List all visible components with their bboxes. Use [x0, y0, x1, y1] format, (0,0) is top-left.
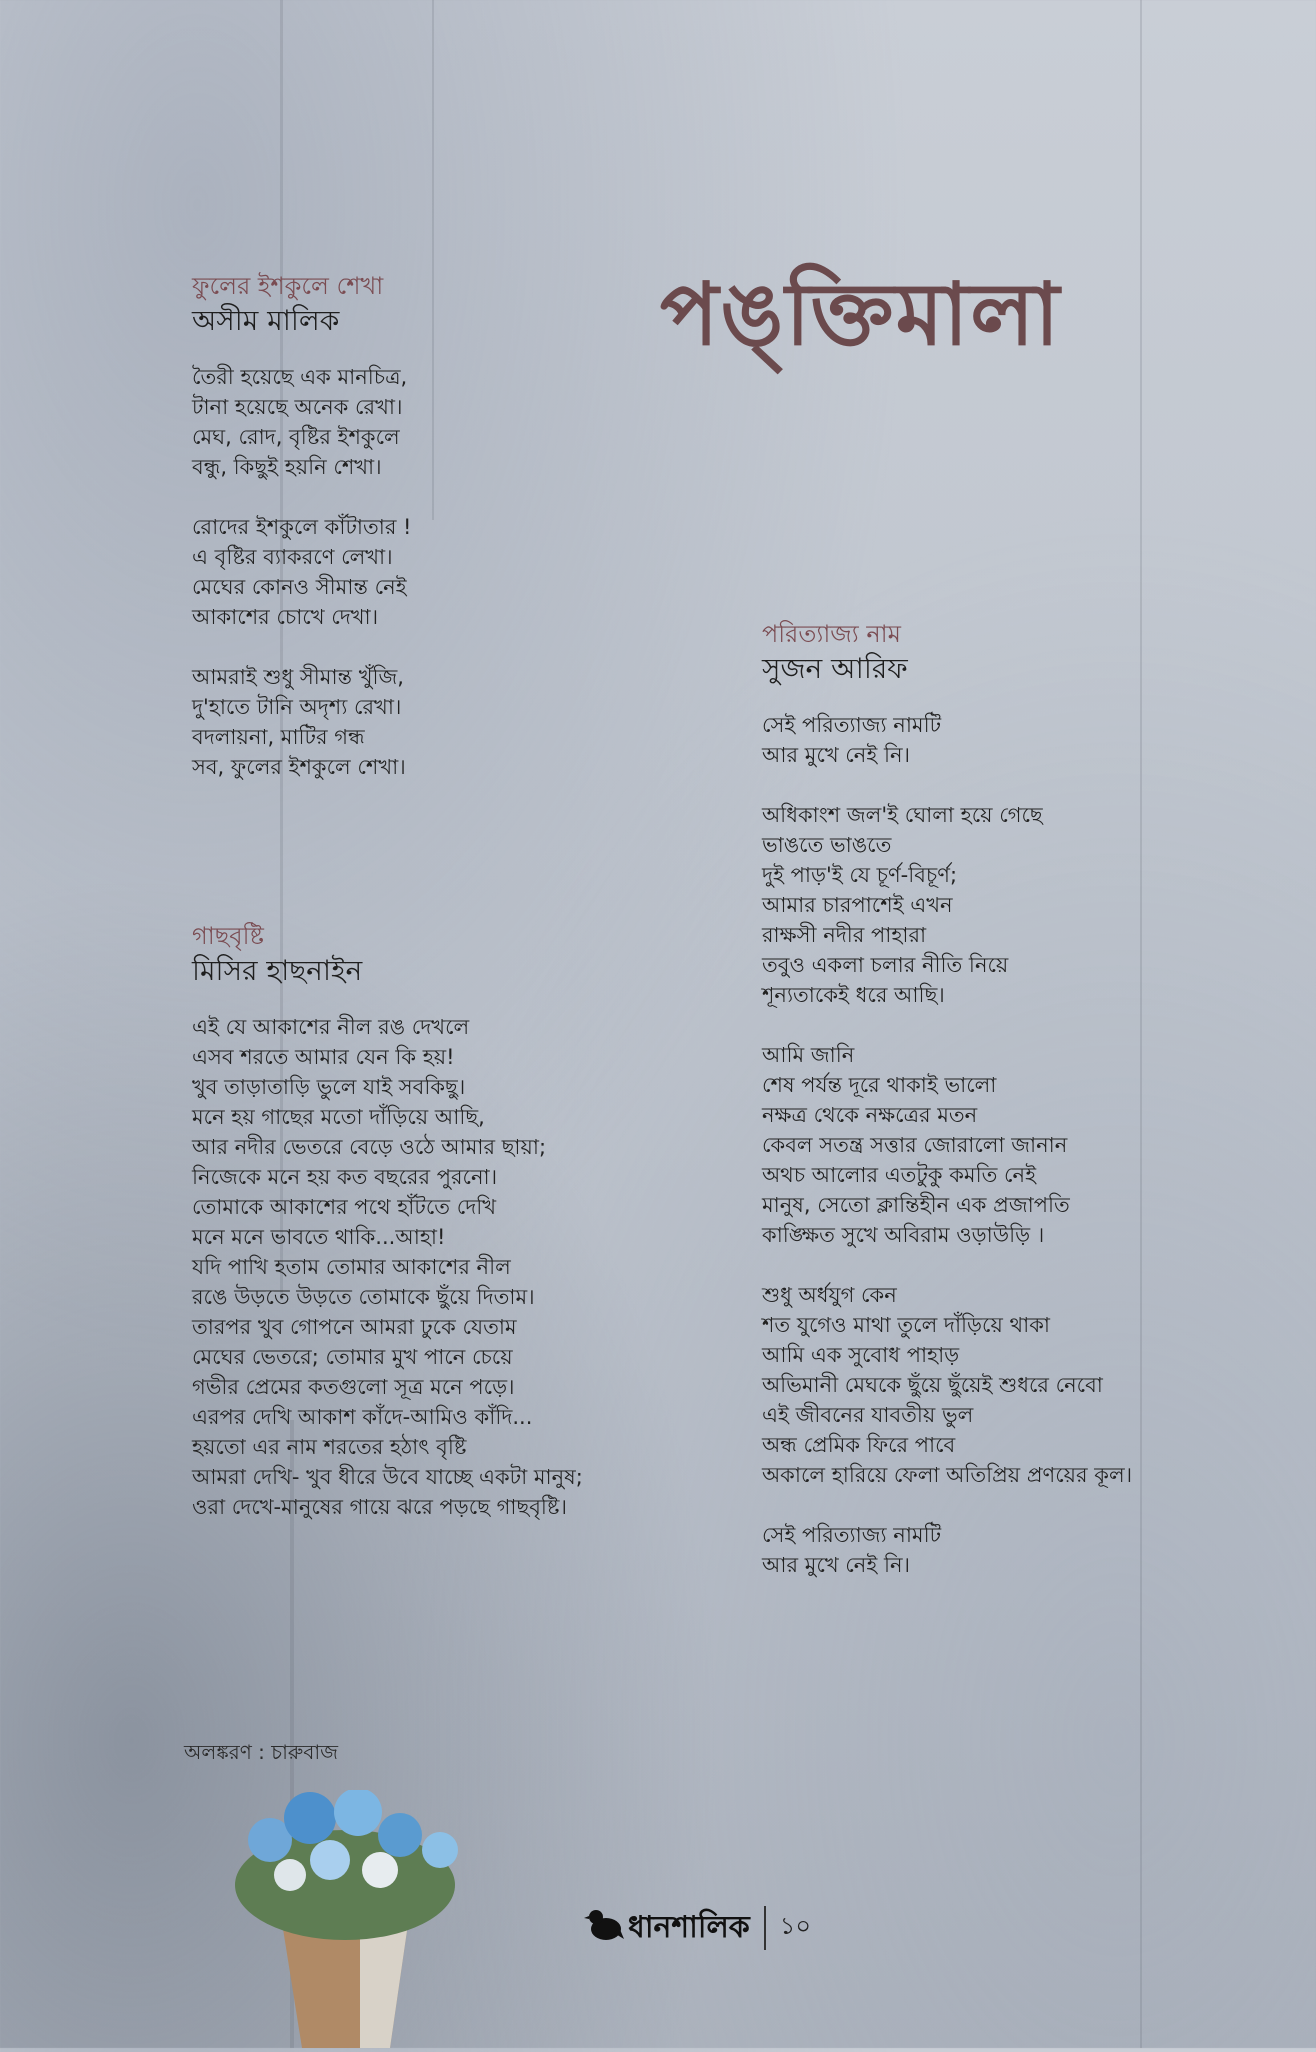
stanza — [762, 800, 1132, 1010]
illustration-credit: অলঙ্করণ : চারুবাজ — [184, 1740, 339, 1764]
poem-line: গভীর প্রেমের কতগুলো সূত্র মনে পড়ে। — [192, 1375, 515, 1399]
stanza — [192, 662, 411, 782]
poem-line: এই যে আকাশের নীল রঙ দেখলে — [192, 1015, 470, 1039]
poem-line: আর মুখে নেই নি। — [762, 1553, 910, 1577]
stanza — [762, 1520, 1132, 1580]
poem-line: টানা হয়েছে অনেক রেখা। — [192, 395, 403, 419]
poem-line: বদলায়না, মাটির গন্ধ — [192, 725, 365, 749]
poem-line: কেবল সতন্ত্র সত্তার জোরালো জানান — [762, 1133, 1068, 1157]
poem-line: যদি পাখি হতাম তোমার আকাশের নীল — [192, 1255, 511, 1279]
poem-line: বন্ধু, কিছুই হয়নি শেখা। — [192, 455, 382, 479]
poem-body — [762, 710, 1132, 1580]
poem — [192, 920, 583, 1552]
bird-icon — [584, 1903, 624, 1953]
poem-line: অন্ধ প্রেমিক ফিরে পাবে — [762, 1433, 956, 1457]
poem-title: পরিত্যাজ্য নাম — [762, 620, 901, 648]
footer — [584, 1898, 811, 1958]
poem-line: তৈরী হয়েছে এক মানচিত্র, — [192, 365, 408, 389]
poem-line: শত যুগেও মাথা তুলে দাঁড়িয়ে থাকা — [762, 1313, 1050, 1337]
poem-title: গাছবৃষ্টি — [192, 922, 264, 950]
poem-line: তারপর খুব গোপনে আমরা ঢুকে যেতাম — [192, 1315, 517, 1339]
poem-line: মনে হয় গাছের মতো দাঁড়িয়ে আছি, — [192, 1105, 485, 1129]
wall-crack — [1140, 0, 1142, 2048]
poem-line: ভাঙতে ভাঙতে — [762, 833, 892, 857]
page-number: ১০ — [779, 1912, 811, 1940]
poem-line: এই জীবনের যাবতীয় ভুল — [762, 1403, 974, 1427]
poem-line: আমি এক সুবোধ পাহাড় — [762, 1343, 960, 1367]
poem-body — [192, 1012, 583, 1522]
poem-line: অকালে হারিয়ে ফেলা অতিপ্রিয় প্রণয়ের কূল। — [762, 1463, 1133, 1487]
poem-line: আর মুখে নেই নি। — [762, 743, 910, 767]
poem-line: শেষ পর্যন্ত দূরে থাকাই ভালো — [762, 1073, 997, 1097]
poem-line: তবুও একলা চলার নীতি নিয়ে — [762, 953, 1009, 977]
stanza — [762, 710, 1132, 770]
poem — [192, 270, 411, 812]
poem-author: মিসির হাছনাইন — [192, 954, 363, 987]
poem — [762, 618, 1132, 1610]
poem-title: ফুলের ইশকুলে শেখা — [192, 272, 384, 300]
poem-line: রঙে উড়তে উড়তে তোমাকে ছুঁয়ে দিতাম। — [192, 1285, 535, 1309]
poem-line: ওরা দেখে-মানুষের গায়ে ঝরে পড়ছে গাছবৃষ্টি। — [192, 1495, 568, 1519]
poem-line: তোমাকে আকাশের পথে হাঁটতে দেখি — [192, 1195, 497, 1219]
poem-line: মেঘের কোনও সীমান্ত নেই — [192, 575, 407, 599]
stanza — [192, 512, 411, 632]
poem-line: রাক্ষসী নদীর পাহারা — [762, 923, 927, 947]
poem-line: শূন্যতাকেই ধরে আছি। — [762, 983, 945, 1007]
poem-line: সেই পরিত্যাজ্য নামটি — [762, 713, 942, 737]
poem-line: সব, ফুলের ইশকুলে শেখা। — [192, 755, 406, 779]
poem-line: মনে মনে ভাবতে থাকি...আহা! — [192, 1225, 446, 1249]
poem-line: হয়তো এর নাম শরতের হঠাৎ বৃষ্টি — [192, 1435, 467, 1459]
wall-crack — [432, 0, 434, 520]
poem-line: আমি জানি — [762, 1043, 855, 1067]
stanza — [192, 362, 411, 482]
poem-line: মেঘের ভেতরে; তোমার মুখ পানে চেয়ে — [192, 1345, 513, 1369]
stanza — [762, 1280, 1132, 1490]
poem-line: আকাশের চোখে দেখা। — [192, 605, 379, 629]
poem-line: খুব তাড়াতাড়ি ভুলে যাই সবকিছু। — [192, 1075, 466, 1099]
stanza — [192, 1012, 583, 1522]
poem-line: দুই পাড়'ই যে চূর্ণ-বিচূর্ণ; — [762, 863, 958, 887]
poem-line: নক্ষত্র থেকে নক্ষত্রের মতন — [762, 1103, 978, 1127]
poem-line: এ বৃষ্টির ব্যাকরণে লেখা। — [192, 545, 393, 569]
publication-logo: ধানশালিক — [628, 1909, 750, 1945]
poem-line: রোদের ইশকুলে কাঁটাতার ! — [192, 515, 412, 539]
poem-author: অসীম মালিক — [192, 304, 340, 337]
poem-line: সেই পরিত্যাজ্য নামটি — [762, 1523, 942, 1547]
poem-line: কাঙ্ক্ষিত সুখে অবিরাম ওড়াউড়ি । — [762, 1223, 1045, 1247]
poem-line: আর নদীর ভেতরে বেড়ে ওঠে আমার ছায়া; — [192, 1135, 547, 1159]
poem-line: অভিমানী মেঘকে ছুঁয়ে ছুঁয়েই শুধরে নেবো — [762, 1373, 1103, 1397]
poem-line: এরপর দেখি আকাশ কাঁদে-আমিও কাঁদি... — [192, 1405, 533, 1429]
poem-line: আমরা দেখি- খুব ধীরে উবে যাচ্ছে একটা মানুষ; — [192, 1465, 583, 1489]
poem-line: আমার চারপাশেই এখন — [762, 893, 953, 917]
stanza — [762, 1040, 1132, 1250]
poem-line: এসব শরতে আমার যেন কি হয়! — [192, 1045, 455, 1069]
poem-line: মানুষ, সেতো ক্লান্তিহীন এক প্রজাপতি — [762, 1193, 1070, 1217]
poem-line: মেঘ, রোদ, বৃষ্টির ইশকুলে — [192, 425, 400, 449]
poem-line: আমরাই শুধু সীমান্ত খুঁজি, — [192, 665, 404, 689]
poem-line: দু'হাতে টানি অদৃশ্য রেখা। — [192, 695, 402, 719]
poem-line: অথচ আলোর এতটুকু কমতি নেই — [762, 1163, 1037, 1187]
poem-author: সুজন আরিফ — [762, 652, 908, 685]
poem-body — [192, 362, 411, 782]
footer-divider — [764, 1906, 766, 1950]
flower-bouquet-icon — [210, 1790, 490, 2052]
poem-line: শুধু অর্ধযুগ কেন — [762, 1283, 897, 1307]
page-heading: পঙ্‌ক্তিমালা — [660, 264, 1062, 365]
poem-line: অধিকাংশ জল'ই ঘোলা হয়ে গেছে — [762, 803, 1043, 827]
poem-line: নিজেকে মনে হয় কত বছরের পুরনো। — [192, 1165, 498, 1189]
